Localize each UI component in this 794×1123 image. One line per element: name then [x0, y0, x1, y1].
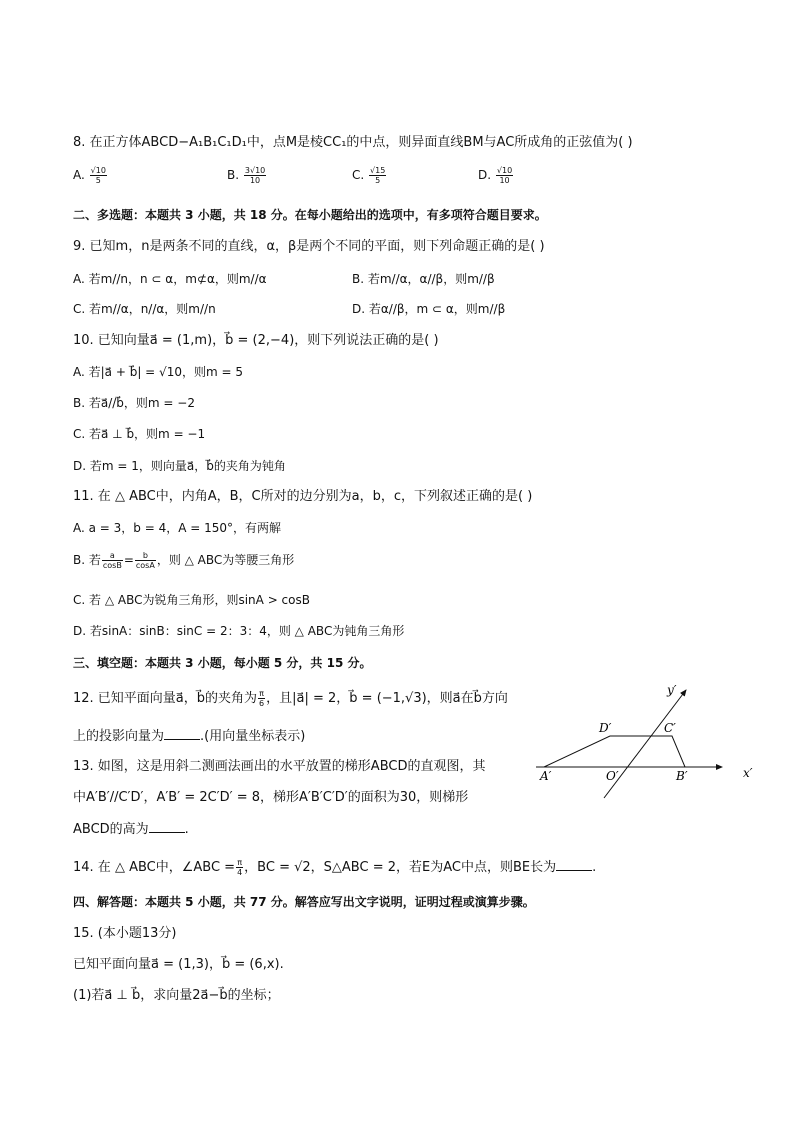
q13-line-1: 13. 如图，这是用斜二测画法画出的水平放置的梯形ABCD的直观图，其 [73, 759, 486, 774]
q8-option-a-label: A. [73, 168, 85, 182]
q15-part-1: (1)若a⃗ ⊥ b⃗，求向量2a⃗−b⃗的坐标； [73, 988, 280, 1003]
q11-stem: 11. 在 △ ABC中，内角A，B，C所对的边分别为a，b，c，下列叙述正确的是( ) [73, 489, 533, 504]
q9-stem: 9. 已知m，n是两条不同的直线，α，β是两个不同的平面，则下列命题正确的是( ) [73, 239, 545, 254]
trapezoid-oblique-figure [536, 680, 766, 805]
q8-option-a-fraction: $\frac{√10}{5}$ [90, 166, 106, 185]
label-b: B′ [676, 769, 688, 783]
q13-line-2: 中A′B′//C′D′，A′B′ = 2C′D′ = 8，梯形A′B′C′D′的面积为30，则梯形 [73, 790, 469, 805]
q13-answer-blank[interactable] [149, 820, 185, 833]
q11-option-a[interactable]: A. a = 3，b = 4，A = 150°，有两解 [73, 521, 282, 535]
q10-option-d[interactable]: D. 若m = 1，则向量a⃗，b⃗的夹角为钝角 [73, 459, 286, 473]
q8-option-d-label: D. [478, 168, 492, 182]
q9-option-c[interactable]: C. 若m//α，n//α，则m//n [73, 302, 216, 316]
q14-angle-fraction: $\frac{\pi}{4}$ [237, 858, 243, 877]
q8-option-d[interactable] [478, 166, 514, 185]
q11-option-b-prefix: B. 若 [73, 553, 101, 567]
q8-option-c[interactable] [352, 166, 387, 185]
q8-option-b[interactable] [227, 166, 267, 185]
q15-given: 已知平面向量a⃗ = (1,3)，b⃗ = (6,x). [73, 957, 284, 972]
q9-option-a[interactable]: A. 若m//n，n ⊂ α，m⊄α，则m//α [73, 272, 267, 286]
q8-option-a[interactable] [73, 166, 108, 185]
q11-option-d[interactable]: D. 若sinA：sinB：sinC = 2：3：4，则 △ ABC为钝角三角形 [73, 624, 405, 638]
q11-option-b[interactable] [73, 551, 294, 570]
q12-line-2: 上的投影向量为 .(用向量坐标表示) [73, 729, 306, 744]
section-3-heading: 三、填空题：本题共 3 小题，每小题 5 分，共 15 分。 [73, 656, 372, 670]
label-d: D′ [599, 721, 612, 735]
q12-line-1: 12. 已知平面向量a⃗，b⃗的夹角为 $\frac{\pi}{6}$ ，且|a⃗| = 2，b⃗ = (−1,√3)，则a⃗在b⃗方向 [73, 689, 508, 708]
q11-option-b-equals: = [123, 553, 134, 567]
section-2-heading: 二、多选题：本题共 3 小题，共 18 分。在每小题给出的选项中，有多项符合题目要求。 [73, 208, 547, 222]
q13-line-3: ABCD的高为 . [73, 822, 189, 837]
q8-option-d-fraction: $\frac{√10}{10}$ [496, 166, 513, 185]
label-x: x′ [743, 766, 753, 780]
q10-option-c[interactable]: C. 若a⃗ ⊥ b⃗，则m = −1 [73, 427, 206, 441]
section-4-heading: 四、解答题：本题共 5 小题，共 77 分。解答应写出文字说明，证明过程或演算步骤。 [73, 895, 535, 909]
q9-option-d[interactable]: D. 若α//β，m ⊂ α，则m//β [352, 302, 506, 316]
q11-option-b-fraction-2: $\frac{b}{\cos A}$ [135, 551, 155, 570]
q11-option-c[interactable]: C. 若 △ ABC为锐角三角形，则sinA > cosB [73, 593, 310, 607]
q8-option-c-fraction: $\frac{√15}{5}$ [370, 166, 386, 185]
q10-option-b[interactable]: B. 若a⃗//b⃗，则m = −2 [73, 396, 195, 410]
q8-option-c-label: C. [352, 168, 365, 182]
q11-option-b-suffix: ，则 △ ABC为等腰三角形 [156, 553, 295, 567]
trapezoid-outline [544, 736, 685, 767]
q8-option-b-label: B. [227, 168, 240, 182]
q8-stem: 8. 在正方体ABCD−A₁B₁C₁D₁中，点M是棱CC₁的中点，则异面直线BM与AC所成角的正弦值为( ) [73, 135, 633, 150]
q9-option-b[interactable]: B. 若m//α，α//β，则m//β [352, 272, 495, 286]
label-y: y′ [667, 683, 677, 697]
q15-heading: 15. (本小题13分) [73, 926, 177, 941]
q11-option-b-fraction-1: $\frac{a}{\cos B}$ [102, 551, 122, 570]
q12-angle-fraction: $\frac{\pi}{6}$ [259, 689, 265, 708]
q14-line: 14. 在 △ ABC中，∠ABC = $\frac{\pi}{4}$ ，BC = √2，S△ABC = 2，若E为AC中点，则BE长为 . [73, 858, 597, 877]
q14-answer-blank[interactable] [556, 858, 592, 871]
label-o: O′ [606, 769, 619, 783]
label-c: C′ [664, 721, 676, 735]
q8-option-b-fraction: $\frac{3√10}{10}$ [244, 166, 266, 185]
label-a: A′ [540, 769, 552, 783]
q10-option-a[interactable]: A. 若|a⃗ + b⃗| = √10，则m = 5 [73, 365, 243, 379]
q10-stem: 10. 已知向量a⃗ = (1,m)，b⃗ = (2,−4)，则下列说法正确的是( ) [73, 333, 439, 348]
q12-answer-blank[interactable] [164, 727, 200, 740]
